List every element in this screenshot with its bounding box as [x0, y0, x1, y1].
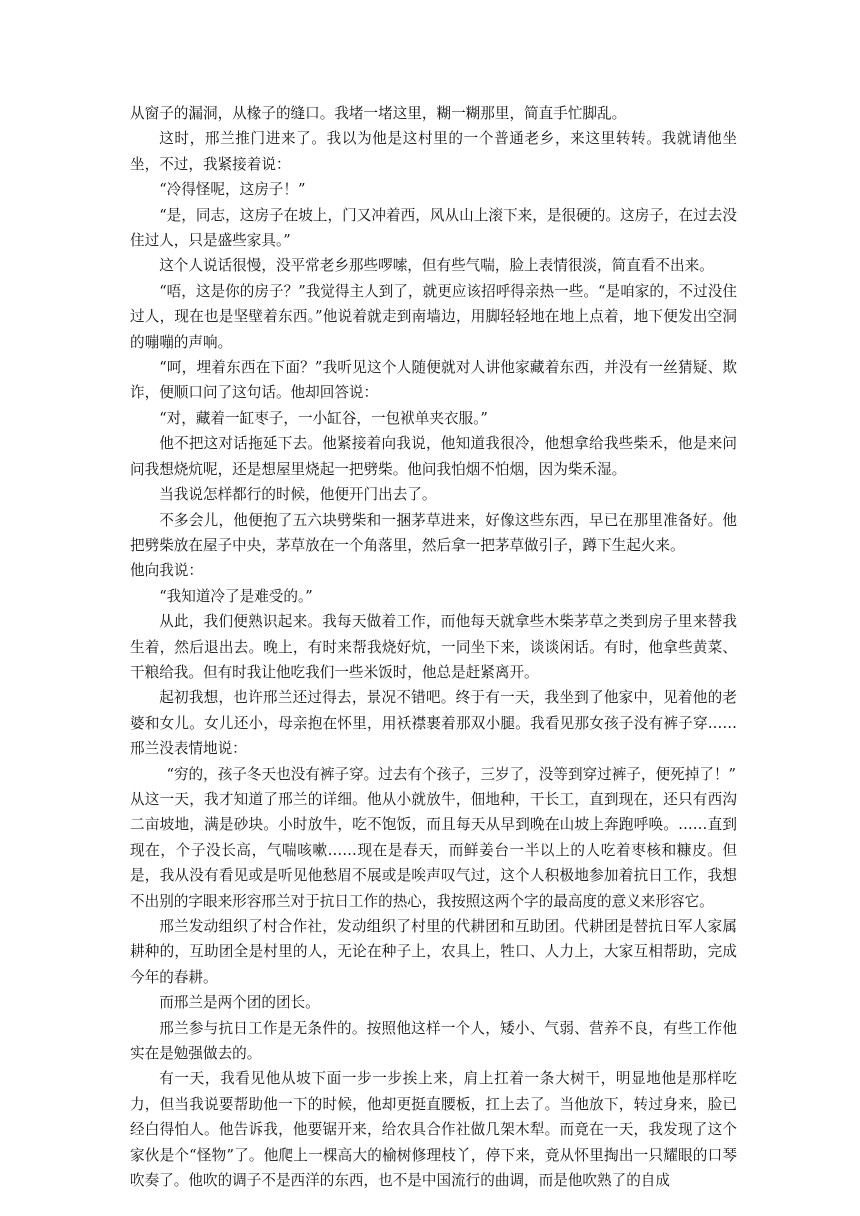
paragraph: “我知道冷了是难受的。” — [159, 587, 313, 605]
document-page — [130, 101, 737, 1193]
paragraph: 有一天，我看见他从坡下面一步一步挨上来，肩上扛着一条大树干，明显地他是那样吃力，但当我说要帮助他一下的时候，他却更挺直腰板，扛上去了。当他放下，转过身来，脸已经白得怕人。他告诉我，他要锯开来，给农具合作社做几架木犁。而竟在一天，我发现了这个家伙是个“怪物”了。他爬上一棵高大的榆树修理枝丫，停下来，竟从怀里掏出一只耀眼的口琴吹奏了。他吹的调子不是西洋的东西，也不是中国流行的曲调，而是他吹熟了的自成 — [130, 1070, 737, 1190]
paragraph: “对，藏着一缸枣子，一小缸谷，一包袱单夹衣服。” — [159, 409, 488, 427]
paragraph: “是，同志，这房子在坡上，门又冲着西，风从山上滚下来，是很硬的。这房子，在过去没住过人，只是盛些家具。” — [130, 206, 737, 250]
paragraph: 他向我说： — [130, 562, 203, 580]
paragraph: 从这一天，我才知道了邢兰的详细。他从小就放牛，佃地种，干长工，直到现在，还只有西沟二亩坡地，满是砂块。小时放牛，吃不饱饭，而且每天从早到晚在山坡上奔跑呼唤。……直到现在，个子没长高，气喘咳嗽……现在是春天，而鲜姜台一半以上的人吃着枣核和糠皮。但是，我从没有看见或是听见他愁眉不展或是唉声叹气过，这个人积极地参加着抗日工作，我想不出别的字眼来形容邢兰对于抗日工作的热心，我按照这两个字的最高度的意义来形容它。 — [130, 790, 737, 910]
paragraph: 不多会儿，他便抱了五六块劈柴和一捆茅草进来，好像这些东西，早已在那里准备好。他把劈柴放在屋子中央，茅草放在一个角落里，然后拿一把茅草做引子，蹲下生起火来。 — [130, 511, 737, 554]
paragraph: “唔，这是你的房子？”我觉得主人到了，就更应该招呼得亲热一些。“是咱家的，不过没住过人，现在也是坚壁着东西。”他说着就走到南墙边，用脚轻轻地在地上点着，地下便发出空洞的嘣嘣的声响。 — [130, 282, 737, 351]
paragraph: 这时，邢兰推门进来了。我以为他是这村里的一个普通老乡，来这里转转。我就请他坐坐，不过，我紧接着说： — [130, 130, 737, 173]
paragraph: 当我说怎样都行的时候，他便开门出去了。 — [159, 486, 437, 504]
paragraph: 起初我想，也许邢兰还过得去，景况不错吧。终于有一天，我坐到了他家中，见着他的老婆和女儿。女儿还小，母亲抱在怀里，用袄襟裹着那双小腿。我看见那女孩子没有裤子穿……邢兰没表情地说： — [130, 689, 737, 758]
paragraph: 他不把这对话拖延下去。他紧接着向我说，他知道我很冷，他想拿给我些柴禾，他是来问问我想烧炕呢，还是想屋里烧起一把劈柴。他问我怕烟不怕烟，因为柴禾湿。 — [130, 435, 737, 478]
paragraph: 这个人说话很慢，没平常老乡那些啰嗦，但有些气喘，脸上表情很淡，简直看不出来。 — [159, 257, 714, 275]
paragraph: “呵，埋着东西在下面？”我听见这个人随便就对人讲他家藏着东西，并没有一丝猜疑、欺诈，便顺口问了这句话。他却回答说： — [130, 359, 737, 402]
paragraph: 从窗子的漏洞，从椽子的缝口。我堵一堵这里，糊一糊那里，简直手忙脚乱。 — [130, 105, 627, 122]
paragraph: 邢兰发动组织了村合作社，发动组织了村里的代耕团和互助团。代耕团是替抗日军人家属耕种的，互助团全是村里的人，无论在种子上，农具上，牲口、人力上，大家互相帮助，完成今年的春耕。 — [130, 918, 737, 986]
paragraph: 而邢兰是两个团的团长。 — [159, 994, 320, 1012]
paragraph: 邢兰参与抗日工作是无条件的。按照他这样一个人，矮小、气弱、营养不良，有些工作他实在是勉强做去的。 — [130, 1019, 737, 1063]
paragraph: “穷的，孩子冬天也没有裤子穿。过去有个孩子，三岁了，没等到穿过裤子，便死掉了！” — [166, 765, 736, 783]
paragraph: “冷得怪呢，这房子！” — [159, 181, 306, 199]
paragraph: 从此，我们便熟识起来。我每天做着工作，而他每天就拿些木柴茅草之类到房子里来替我生着，然后退出去。晚上，有时来帮我烧好炕，一同坐下来，谈谈闲话。有时，他拿些黄菜、干粮给我。但有时我让他吃我们一些米饭时，他总是赶紧离开。 — [130, 613, 737, 681]
